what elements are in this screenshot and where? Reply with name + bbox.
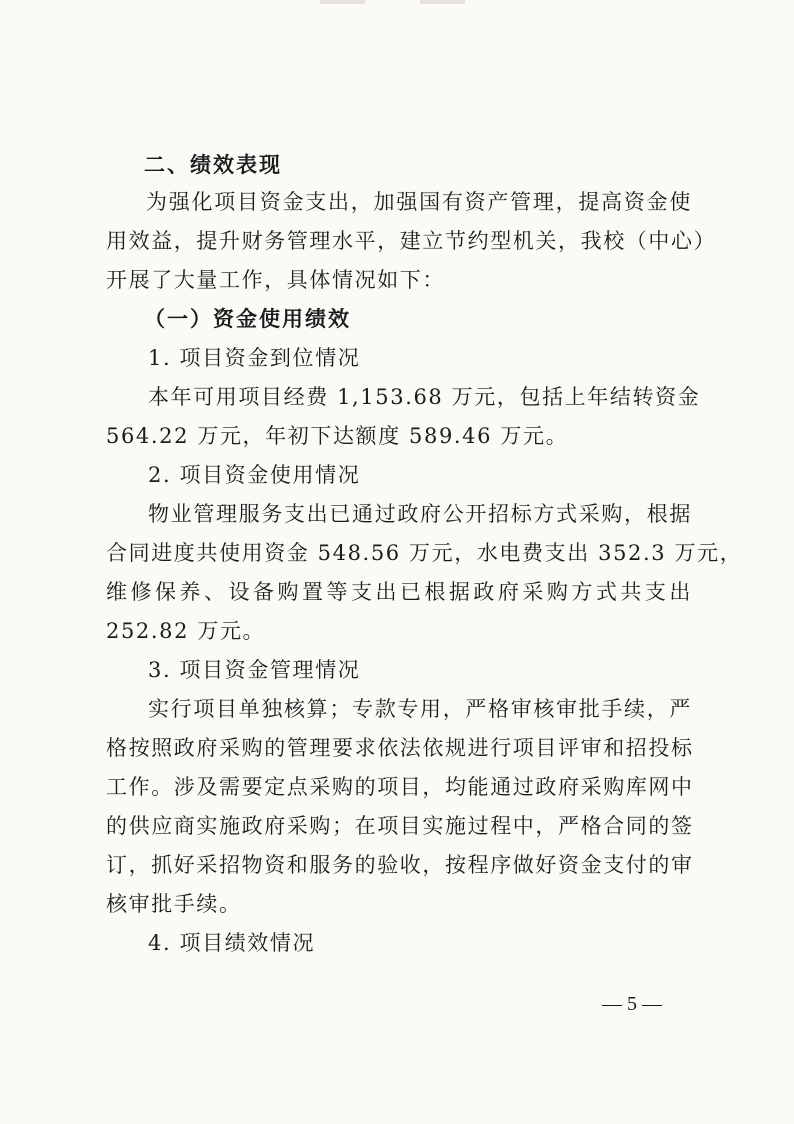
item2-line-1: 物业管理服务支出已通过政府公开招标方式采购，根据 xyxy=(148,502,692,526)
item2-line-2: 合同进度共使用资金 548.56 万元，水电费支出 352.3 万元， xyxy=(106,541,743,565)
item2-line-3: 维修保养、设备购置等支出已根据政府采购方式共支出 xyxy=(106,580,692,604)
page-number: — 5 — xyxy=(602,993,662,1015)
item1-title: 1. 项目资金到位情况 xyxy=(148,346,361,370)
scan-mark xyxy=(320,0,470,6)
item3-line-4: 的供应商实施政府采购；在项目实施过程中，严格合同的签 xyxy=(106,814,694,838)
intro-line-3: 开展了大量工作，具体情况如下： xyxy=(106,268,445,292)
item1-line-1: 本年可用项目经费 1,153.68 万元，包括上年结转资金 xyxy=(148,385,701,409)
intro-line-2: 用效益，提升财务管理水平，建立节约型机关，我校（中心） xyxy=(106,229,717,253)
item3-line-1: 实行项目单独核算；专款专用，严格审核审批手续，严 xyxy=(148,697,692,721)
item3-line-6: 核审批手续。 xyxy=(106,892,242,916)
item1-line-2: 564.22 万元，年初下达额度 589.46 万元。 xyxy=(106,424,569,448)
intro-line-1: 为强化项目资金支出，加强国有资产管理，提高资金使 xyxy=(146,190,692,214)
item3-line-5: 订，抓好采招物资和服务的验收，按程序做好资金支付的审 xyxy=(106,853,694,877)
item2-line-4: 252.82 万元。 xyxy=(106,619,266,643)
subheading: （一）资金使用绩效 xyxy=(144,306,351,331)
item4-title: 4. 项目绩效情况 xyxy=(148,931,316,955)
item3-line-3: 工作。涉及需要定点采购的项目，均能通过政府采购库网中 xyxy=(106,775,694,799)
item3-title: 3. 项目资金管理情况 xyxy=(148,658,361,682)
item2-title: 2. 项目资金使用情况 xyxy=(148,463,361,487)
section-heading: 二、绩效表现 xyxy=(144,152,282,177)
item3-line-2: 格按照政府采购的管理要求依法依规进行项目评审和招投标 xyxy=(106,736,694,760)
